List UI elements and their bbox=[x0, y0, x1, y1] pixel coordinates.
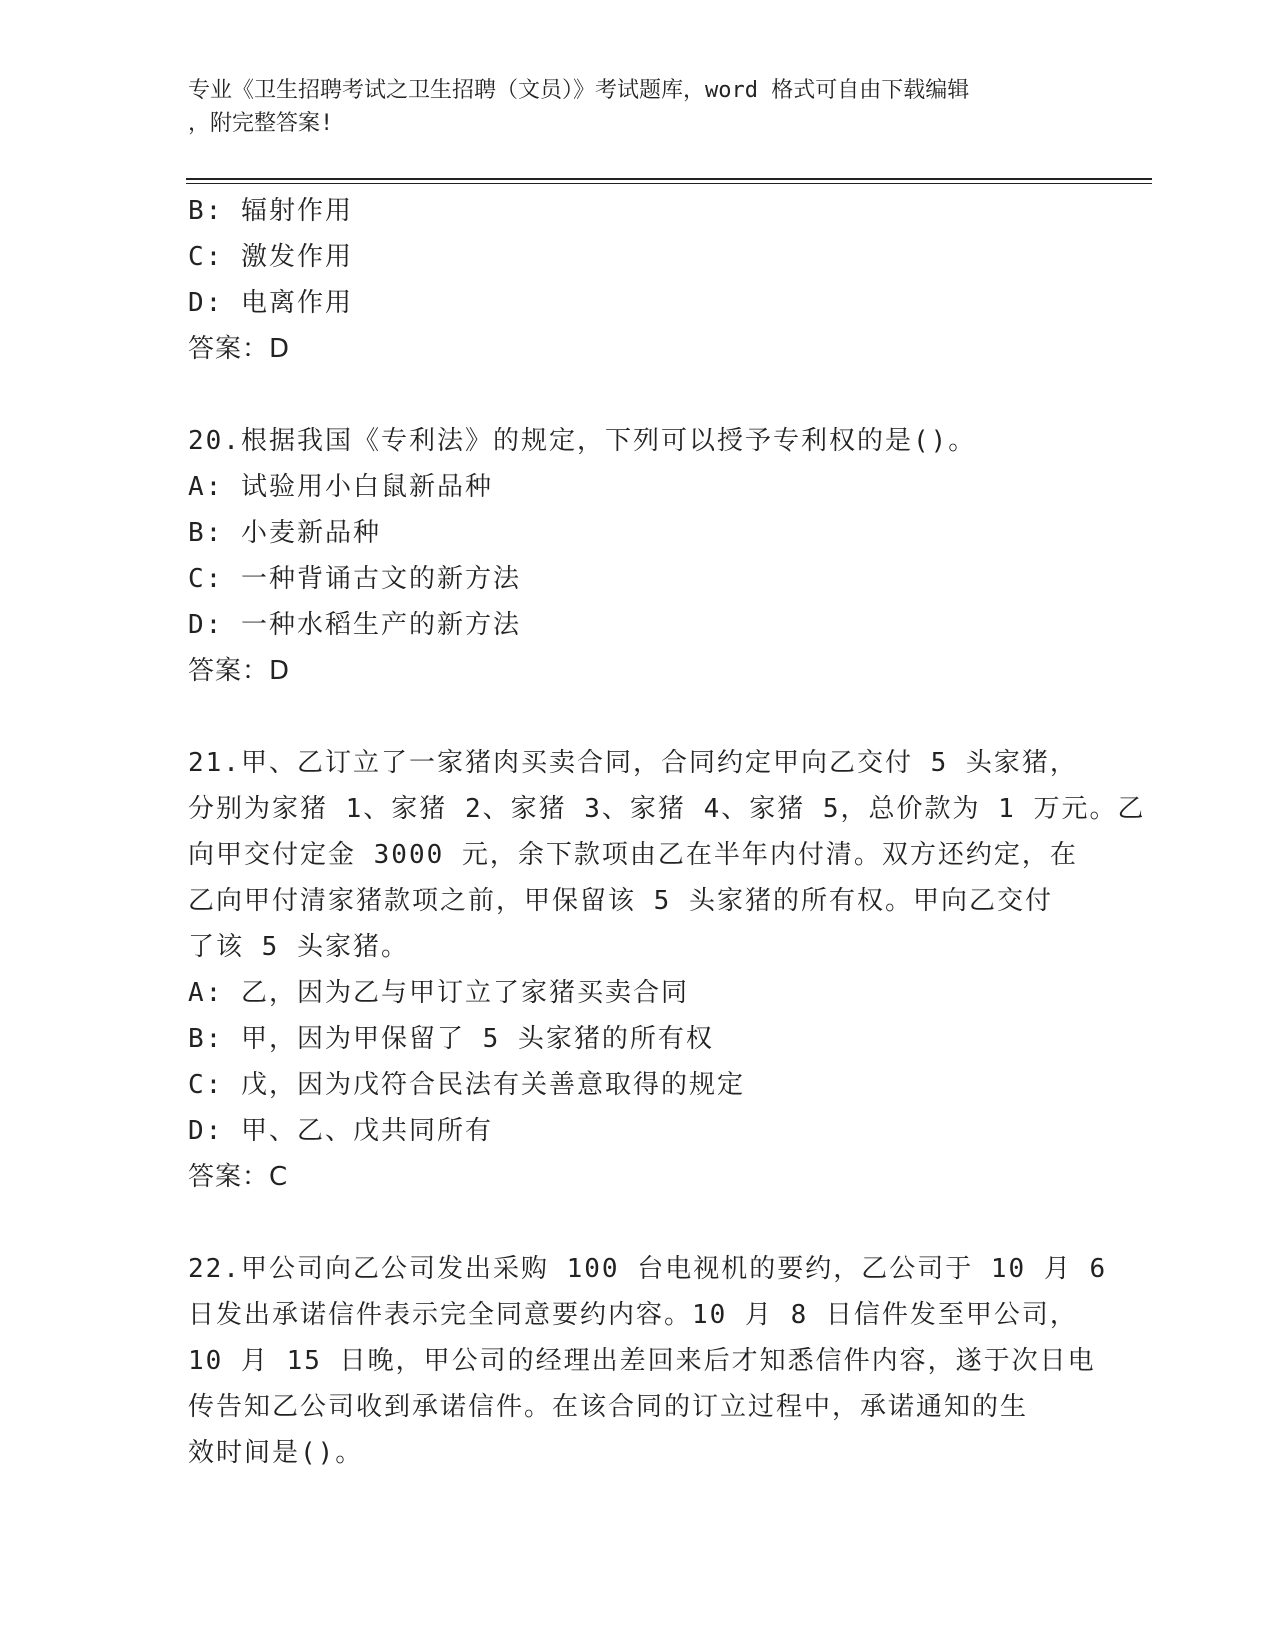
header-line-2: ，附完整答案! bbox=[188, 111, 334, 136]
option-b: B: 辐射作用 bbox=[188, 196, 353, 226]
option-c: C: 戊，因为戊符合民法有关善意取得的规定 bbox=[188, 1070, 745, 1100]
document-body bbox=[188, 188, 1146, 1476]
option-d: D: 一种水稻生产的新方法 bbox=[188, 610, 521, 640]
option-b: B: 甲，因为甲保留了 5 头家猪的所有权 bbox=[188, 1024, 714, 1054]
answer: 答案：C bbox=[188, 1162, 289, 1192]
option-d: D: 甲、乙、戊共同所有 bbox=[188, 1116, 493, 1146]
document-header bbox=[188, 74, 1088, 140]
question-19 bbox=[188, 188, 1088, 372]
answer: 答案：D bbox=[188, 656, 291, 686]
question-text-line: 效时间是()。 bbox=[188, 1438, 364, 1468]
spacer bbox=[188, 1200, 1088, 1246]
header-divider-thin bbox=[186, 183, 1152, 184]
question-text-line: 10 月 15 日晚，甲公司的经理出差回来后才知悉信件内容，遂于次日电 bbox=[188, 1346, 1096, 1376]
spacer bbox=[188, 694, 1088, 740]
option-c: C: 激发作用 bbox=[188, 242, 353, 272]
header-divider-thick bbox=[186, 178, 1152, 180]
question-text: 20.根据我国《专利法》的规定，下列可以授予专利权的是()。 bbox=[188, 426, 977, 456]
answer: 答案：D bbox=[188, 334, 291, 364]
option-d: D: 电离作用 bbox=[188, 288, 353, 318]
question-text-line: 22.甲公司向乙公司发出采购 100 台电视机的要约，乙公司于 10 月 6 bbox=[188, 1254, 1108, 1284]
question-text-line: 21.甲、乙订立了一家猪肉买卖合同，合同约定甲向乙交付 5 头家猪， bbox=[188, 748, 1078, 778]
question-20 bbox=[188, 418, 1088, 694]
option-a: A: 乙，因为乙与甲订立了家猪买卖合同 bbox=[188, 978, 689, 1008]
header-line-1: 专业《卫生招聘考试之卫生招聘（文员）》考试题库，word 格式可自由下载编辑 bbox=[188, 78, 970, 103]
option-c: C: 一种背诵古文的新方法 bbox=[188, 564, 521, 594]
question-text-line: 了该 5 头家猪。 bbox=[188, 932, 409, 962]
question-22 bbox=[188, 1246, 1108, 1476]
question-text-line: 向甲交付定金 3000 元，余下款项由乙在半年内付清。双方还约定，在 bbox=[188, 840, 1078, 870]
spacer bbox=[188, 372, 1088, 418]
question-text-line: 乙向甲付清家猪款项之前，甲保留该 5 头家猪的所有权。甲向乙交付 bbox=[188, 886, 1053, 916]
option-a: A: 试验用小白鼠新品种 bbox=[188, 472, 493, 502]
question-text-line: 日发出承诺信件表示完全同意要约内容。10 月 8 日信件发至甲公司， bbox=[188, 1300, 1078, 1330]
option-b: B: 小麦新品种 bbox=[188, 518, 381, 548]
question-text-line: 传告知乙公司收到承诺信件。在该合同的订立过程中，承诺通知的生 bbox=[188, 1392, 1029, 1422]
question-text-line: 分别为家猪 1、家猪 2、家猪 3、家猪 4、家猪 5，总价款为 1 万元。乙 bbox=[188, 794, 1146, 824]
question-21 bbox=[188, 740, 1146, 1200]
